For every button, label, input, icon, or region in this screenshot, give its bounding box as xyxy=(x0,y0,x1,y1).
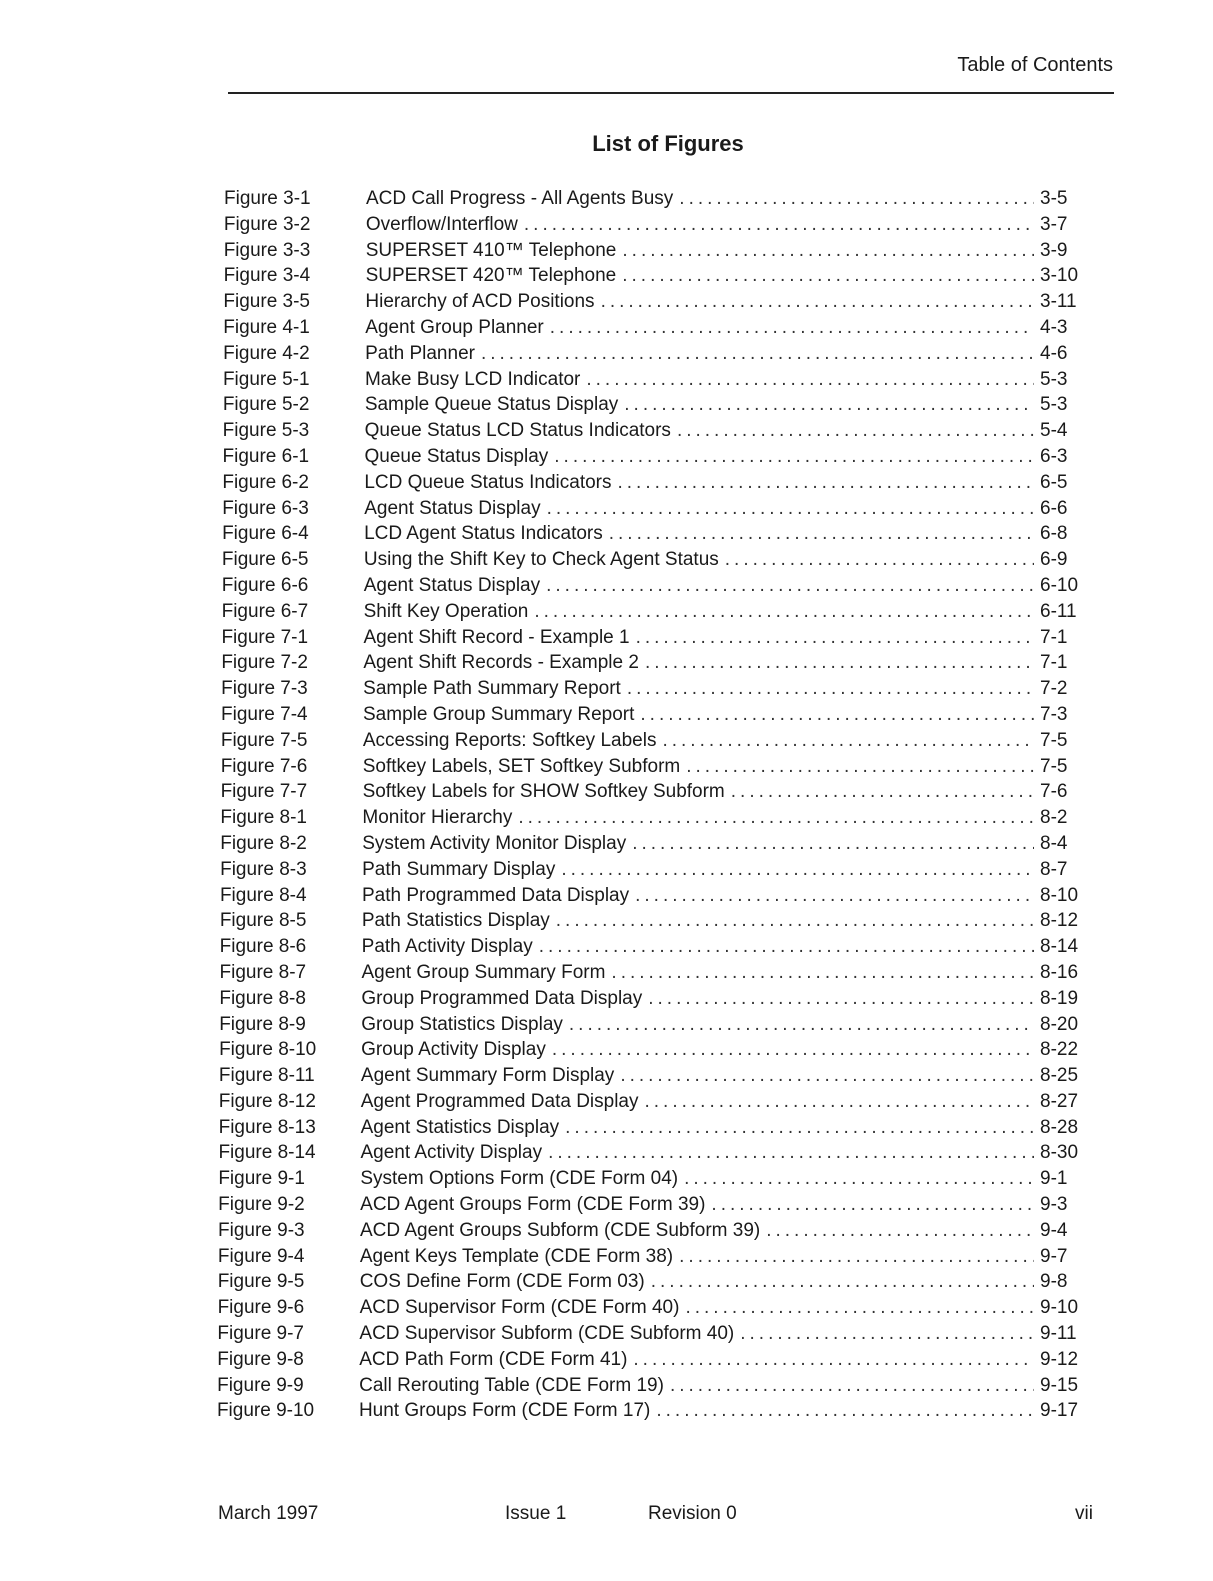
figure-number: Figure 9-9 xyxy=(217,1374,304,1396)
dot-leader xyxy=(618,472,1035,494)
figure-number: Figure 7-1 xyxy=(221,626,309,648)
dot-leader xyxy=(554,446,1034,468)
figure-page: 9-11 xyxy=(1040,1323,1077,1345)
figure-title: Agent Activity Display xyxy=(360,1142,543,1164)
figure-title: Agent Shift Records - Example 2 xyxy=(363,652,639,674)
figure-page: 8-14 xyxy=(1040,936,1079,958)
dot-leader xyxy=(632,833,1034,855)
figure-title: ACD Agent Groups Subform (CDE Subform 39) xyxy=(360,1219,761,1241)
page-title: List of Figures xyxy=(592,131,744,156)
figure-number: Figure 9-6 xyxy=(217,1297,305,1319)
figure-entry xyxy=(219,1091,1084,1117)
figure-page: 9-15 xyxy=(1040,1374,1079,1396)
figure-number: Figure 8-14 xyxy=(218,1142,316,1164)
figure-number: Figure 8-4 xyxy=(219,884,307,906)
footer-revision: Revision 0 xyxy=(648,1503,737,1524)
figure-title: Path Programmed Data Display xyxy=(361,884,630,906)
figure-page: 8-4 xyxy=(1040,832,1068,854)
figure-page: 9-8 xyxy=(1040,1271,1068,1293)
figure-entry xyxy=(219,1117,1084,1143)
figure-title: Softkey Labels for SHOW Softkey Subform xyxy=(362,781,725,803)
figure-entry xyxy=(218,1246,1084,1272)
figure-entry xyxy=(218,1220,1084,1246)
figure-page: 7-6 xyxy=(1040,781,1068,803)
figure-number: Figure 5-3 xyxy=(222,420,310,442)
figure-page: 3-10 xyxy=(1040,265,1079,287)
dot-leader xyxy=(651,1271,1034,1293)
figure-number: Figure 8-9 xyxy=(219,1013,306,1035)
figure-number: Figure 8-5 xyxy=(219,910,307,932)
figure-number: Figure 8-13 xyxy=(218,1116,316,1138)
figure-number: Figure 6-3 xyxy=(222,497,309,519)
figure-title: Agent Statistics Display xyxy=(360,1116,560,1138)
figure-number: Figure 8-6 xyxy=(219,936,307,958)
figure-title: ACD Agent Groups Form (CDE Form 39) xyxy=(360,1194,706,1216)
dot-leader xyxy=(569,1014,1034,1036)
figure-entry xyxy=(223,420,1084,446)
figure-number: Figure 7-5 xyxy=(220,729,308,751)
figure-title: Shift Key Operation xyxy=(363,600,529,622)
figure-number: Figure 9-5 xyxy=(217,1271,305,1293)
figure-number: Figure 9-7 xyxy=(217,1323,305,1345)
figure-entry xyxy=(219,1065,1084,1091)
footer-issue: Issue 1 xyxy=(505,1503,567,1524)
figure-title: Monitor Hierarchy xyxy=(362,807,513,829)
figure-entry xyxy=(223,446,1085,472)
dot-leader xyxy=(622,240,1034,262)
figure-title: Agent Group Summary Form xyxy=(361,961,606,983)
figure-title: Hierarchy of ACD Positions xyxy=(365,291,595,313)
dot-leader xyxy=(622,265,1034,287)
dot-leader xyxy=(547,498,1034,520)
figure-title: Group Statistics Display xyxy=(361,1013,563,1035)
dot-leader xyxy=(550,317,1034,339)
figure-entry xyxy=(220,807,1084,833)
figure-page: 4-3 xyxy=(1040,316,1068,338)
figure-number: Figure 6-5 xyxy=(221,549,309,571)
figure-entry xyxy=(217,1375,1084,1401)
figure-number: Figure 9-8 xyxy=(217,1348,304,1370)
figure-title: ACD Call Progress - All Agents Busy xyxy=(366,188,674,209)
figure-number: Figure 9-4 xyxy=(217,1245,305,1267)
figure-page: 9-1 xyxy=(1040,1168,1068,1190)
figure-page: 6-8 xyxy=(1040,523,1068,545)
figure-page: 8-7 xyxy=(1040,858,1068,880)
figure-number: Figure 7-2 xyxy=(221,652,308,674)
figure-entry xyxy=(223,317,1084,343)
figure-entry xyxy=(220,962,1085,988)
dot-leader xyxy=(725,549,1034,571)
figure-title: Path Statistics Display xyxy=(361,910,550,932)
figure-number: Figure 9-1 xyxy=(218,1168,305,1190)
figure-page: 3-7 xyxy=(1040,213,1068,235)
figure-title: LCD Queue Status Indicators xyxy=(364,471,612,493)
figure-entry xyxy=(217,1400,1084,1426)
figure-title: Sample Path Summary Report xyxy=(363,678,621,700)
figure-page: 3-9 xyxy=(1040,239,1068,261)
figure-entry xyxy=(224,265,1084,291)
figure-page: 9-4 xyxy=(1040,1219,1068,1241)
dot-leader xyxy=(552,1039,1034,1061)
figure-number: Figure 8-7 xyxy=(219,961,307,983)
figure-entry xyxy=(220,910,1084,936)
figure-title: ACD Supervisor Form (CDE Form 40) xyxy=(359,1297,680,1319)
figure-title: Accessing Reports: Softkey Labels xyxy=(362,729,657,751)
figure-title: Group Programmed Data Display xyxy=(361,987,643,1009)
dot-leader xyxy=(648,988,1034,1010)
figure-title: Path Activity Display xyxy=(361,936,533,958)
figure-page: 5-3 xyxy=(1040,394,1068,416)
figure-page: 7-1 xyxy=(1040,626,1068,648)
figure-entry xyxy=(220,833,1084,859)
figure-title: Queue Status Display xyxy=(364,445,549,467)
dot-leader xyxy=(586,369,1034,391)
figure-title: Overflow/Interflow xyxy=(365,213,518,235)
figure-title: Queue Status LCD Status Indicators xyxy=(364,420,671,442)
dot-leader xyxy=(633,1349,1034,1371)
figure-page: 9-17 xyxy=(1040,1400,1079,1422)
figure-number: Figure 7-7 xyxy=(220,781,308,803)
dot-leader xyxy=(740,1323,1034,1345)
figure-page: 7-1 xyxy=(1040,652,1068,674)
figure-title: Agent Status Display xyxy=(364,497,541,519)
figure-entry xyxy=(218,1194,1084,1220)
dot-leader xyxy=(518,807,1034,829)
figure-page: 9-3 xyxy=(1040,1194,1068,1216)
figure-page: 7-3 xyxy=(1040,703,1068,725)
figure-number: Figure 3-3 xyxy=(223,239,311,261)
figure-entry xyxy=(224,240,1084,266)
figure-title: Path Planner xyxy=(365,342,475,364)
figure-page: 8-30 xyxy=(1040,1142,1079,1164)
figure-entry xyxy=(219,1014,1084,1040)
figure-page: 8-19 xyxy=(1040,987,1079,1009)
dot-leader xyxy=(627,678,1034,700)
dot-leader xyxy=(548,1142,1034,1164)
figure-entry xyxy=(221,756,1084,782)
figure-page: 8-20 xyxy=(1040,1013,1079,1035)
figure-page: 7-5 xyxy=(1040,729,1068,751)
dot-leader xyxy=(524,214,1034,236)
dot-leader xyxy=(679,188,1034,210)
figure-title: COS Define Form (CDE Form 03) xyxy=(359,1271,645,1293)
figure-page: 6-10 xyxy=(1040,574,1079,596)
figure-entry xyxy=(218,1297,1084,1323)
figure-number: Figure 3-4 xyxy=(223,265,311,287)
figure-number: Figure 9-10 xyxy=(216,1400,315,1422)
figure-entry xyxy=(222,523,1084,549)
dot-leader xyxy=(640,704,1034,726)
dot-leader xyxy=(624,394,1034,416)
figure-title: Agent Shift Record - Example 1 xyxy=(363,626,630,648)
figure-entry xyxy=(220,859,1084,885)
dot-leader xyxy=(565,1117,1034,1139)
dot-leader xyxy=(611,962,1034,984)
figure-entry xyxy=(223,369,1084,395)
figure-number: Figure 8-2 xyxy=(220,832,307,854)
figure-title: Agent Programmed Data Display xyxy=(360,1090,639,1112)
figure-title: Sample Queue Status Display xyxy=(364,394,619,416)
figure-number: Figure 5-1 xyxy=(222,368,310,390)
figure-page: 8-16 xyxy=(1040,961,1079,983)
figure-number: Figure 6-4 xyxy=(222,523,309,545)
figure-number: Figure 6-2 xyxy=(222,471,309,493)
figure-entry xyxy=(221,627,1084,653)
dot-leader xyxy=(670,1375,1034,1397)
running-header: Table of Contents xyxy=(957,54,1113,76)
figure-page: 8-2 xyxy=(1040,807,1068,829)
figure-title: SUPERSET 410™ Telephone xyxy=(365,239,617,261)
figure-page: 4-6 xyxy=(1040,342,1068,364)
figure-page: 6-3 xyxy=(1040,445,1068,467)
figure-entry xyxy=(218,1142,1084,1168)
figure-entry xyxy=(222,549,1084,575)
dot-leader xyxy=(635,885,1034,907)
figure-entry xyxy=(219,988,1084,1014)
figure-page: 5-4 xyxy=(1040,420,1068,442)
dot-leader xyxy=(561,859,1034,881)
figure-number: Figure 7-4 xyxy=(221,703,308,725)
figure-title: Using the Shift Key to Check Agent Status xyxy=(363,549,719,571)
figure-title: SUPERSET 420™ Telephone xyxy=(365,265,617,287)
figure-title: LCD Agent Status Indicators xyxy=(364,523,603,545)
figure-title: ACD Path Form (CDE Form 41) xyxy=(359,1348,628,1370)
figure-title: Softkey Labels, SET Softkey Subform xyxy=(362,755,681,777)
figure-entry xyxy=(217,1349,1084,1375)
figure-list xyxy=(216,188,1084,1426)
figure-title: System Options Form (CDE Form 04) xyxy=(360,1168,679,1190)
figure-page: 7-2 xyxy=(1040,678,1068,700)
figure-entry xyxy=(220,885,1084,911)
figure-number: Figure 8-11 xyxy=(218,1065,315,1087)
figure-title: Agent Keys Template (CDE Form 38) xyxy=(359,1245,674,1267)
figure-entry xyxy=(224,188,1084,214)
figure-number: Figure 8-3 xyxy=(220,858,307,880)
figure-entry xyxy=(221,678,1084,704)
footer-date: March 1997 xyxy=(218,1503,319,1524)
figure-number: Figure 8-12 xyxy=(218,1090,316,1112)
footer-page-number: vii xyxy=(1075,1503,1093,1524)
dot-leader xyxy=(711,1194,1034,1216)
figure-page: 6-9 xyxy=(1040,549,1068,571)
figure-number: Figure 6-1 xyxy=(222,445,310,467)
dot-leader xyxy=(645,1091,1035,1113)
figure-number: Figure 3-2 xyxy=(223,213,311,235)
dot-leader xyxy=(534,601,1034,623)
figure-entry xyxy=(217,1323,1084,1349)
figure-number: Figure 9-3 xyxy=(218,1219,305,1241)
figure-entry xyxy=(221,652,1084,678)
figure-entry xyxy=(223,343,1084,369)
figure-title: System Activity Monitor Display xyxy=(362,832,627,854)
figure-title: Path Summary Display xyxy=(362,858,556,880)
dot-leader xyxy=(677,420,1034,442)
figure-entry xyxy=(223,291,1084,317)
figure-entry xyxy=(221,704,1084,730)
figure-entry xyxy=(221,730,1084,756)
figure-title: Sample Group Summary Report xyxy=(363,703,635,725)
figure-page: 9-10 xyxy=(1040,1297,1079,1319)
figure-number: Figure 4-2 xyxy=(223,342,310,364)
figure-number: Figure 3-5 xyxy=(223,291,311,313)
figure-entry xyxy=(222,472,1084,498)
figure-page: 5-3 xyxy=(1040,368,1068,390)
figure-entry xyxy=(219,1039,1084,1065)
figure-entry xyxy=(222,498,1084,524)
figure-number: Figure 8-8 xyxy=(219,987,306,1009)
figure-page: 8-25 xyxy=(1040,1065,1079,1087)
figure-title: Agent Summary Form Display xyxy=(360,1065,615,1087)
figure-page: 6-5 xyxy=(1040,471,1068,493)
dot-leader xyxy=(601,291,1034,313)
dot-leader xyxy=(539,936,1034,958)
figure-page: 3-5 xyxy=(1040,188,1068,209)
figure-entry xyxy=(218,1271,1084,1297)
figure-page: 7-5 xyxy=(1040,755,1068,777)
figure-page: 8-10 xyxy=(1040,884,1079,906)
dot-leader xyxy=(556,910,1034,932)
figure-title: Agent Group Planner xyxy=(365,316,544,338)
figure-entry xyxy=(221,781,1084,807)
dot-leader xyxy=(766,1220,1034,1242)
figure-title: Call Rerouting Table (CDE Form 19) xyxy=(359,1374,664,1396)
dot-leader xyxy=(656,1400,1034,1422)
figure-page: 6-11 xyxy=(1040,600,1077,622)
dot-leader xyxy=(620,1065,1034,1087)
dot-leader xyxy=(686,756,1034,778)
figure-number: Figure 6-7 xyxy=(221,600,309,622)
figure-number: Figure 7-6 xyxy=(220,755,308,777)
figure-page: 8-22 xyxy=(1040,1039,1079,1061)
figure-page: 6-6 xyxy=(1040,497,1068,519)
figure-page: 9-12 xyxy=(1040,1348,1079,1370)
figure-title: Make Busy LCD Indicator xyxy=(364,368,581,390)
dot-leader xyxy=(609,523,1034,545)
dot-leader xyxy=(731,781,1034,803)
figure-number: Figure 4-1 xyxy=(223,316,310,338)
figure-number: Figure 8-1 xyxy=(220,807,308,829)
figure-entry xyxy=(220,936,1084,962)
figure-title: Hunt Groups Form (CDE Form 17) xyxy=(358,1400,651,1422)
figure-number: Figure 7-3 xyxy=(221,678,308,700)
dot-leader xyxy=(685,1297,1034,1319)
dot-leader xyxy=(679,1246,1034,1268)
dot-leader xyxy=(684,1168,1034,1190)
figure-entry xyxy=(222,601,1084,627)
figure-title: Agent Status Display xyxy=(363,574,541,596)
header-rule xyxy=(228,92,1114,94)
figure-title: ACD Supervisor Subform (CDE Subform 40) xyxy=(359,1323,735,1345)
figure-number: Figure 9-2 xyxy=(218,1194,305,1216)
figure-entry xyxy=(224,214,1084,240)
figure-number: Figure 6-6 xyxy=(221,574,309,596)
figure-page: 8-28 xyxy=(1040,1116,1079,1138)
figure-entry xyxy=(223,394,1084,420)
figure-number: Figure 3-1 xyxy=(224,188,311,209)
figure-entry xyxy=(222,575,1084,601)
figure-page: 8-27 xyxy=(1040,1090,1079,1112)
dot-leader xyxy=(662,730,1034,752)
dot-leader xyxy=(481,343,1034,365)
figure-entry xyxy=(218,1168,1084,1194)
figure-title: Group Activity Display xyxy=(361,1039,546,1061)
dot-leader xyxy=(636,627,1034,649)
figure-number: Figure 8-10 xyxy=(219,1039,317,1061)
dot-leader xyxy=(645,652,1034,674)
figure-page: 3-11 xyxy=(1040,291,1077,313)
figure-number: Figure 5-2 xyxy=(222,394,310,416)
figure-page: 9-7 xyxy=(1040,1245,1068,1267)
figure-page: 8-12 xyxy=(1040,910,1079,932)
dot-leader xyxy=(546,575,1034,597)
